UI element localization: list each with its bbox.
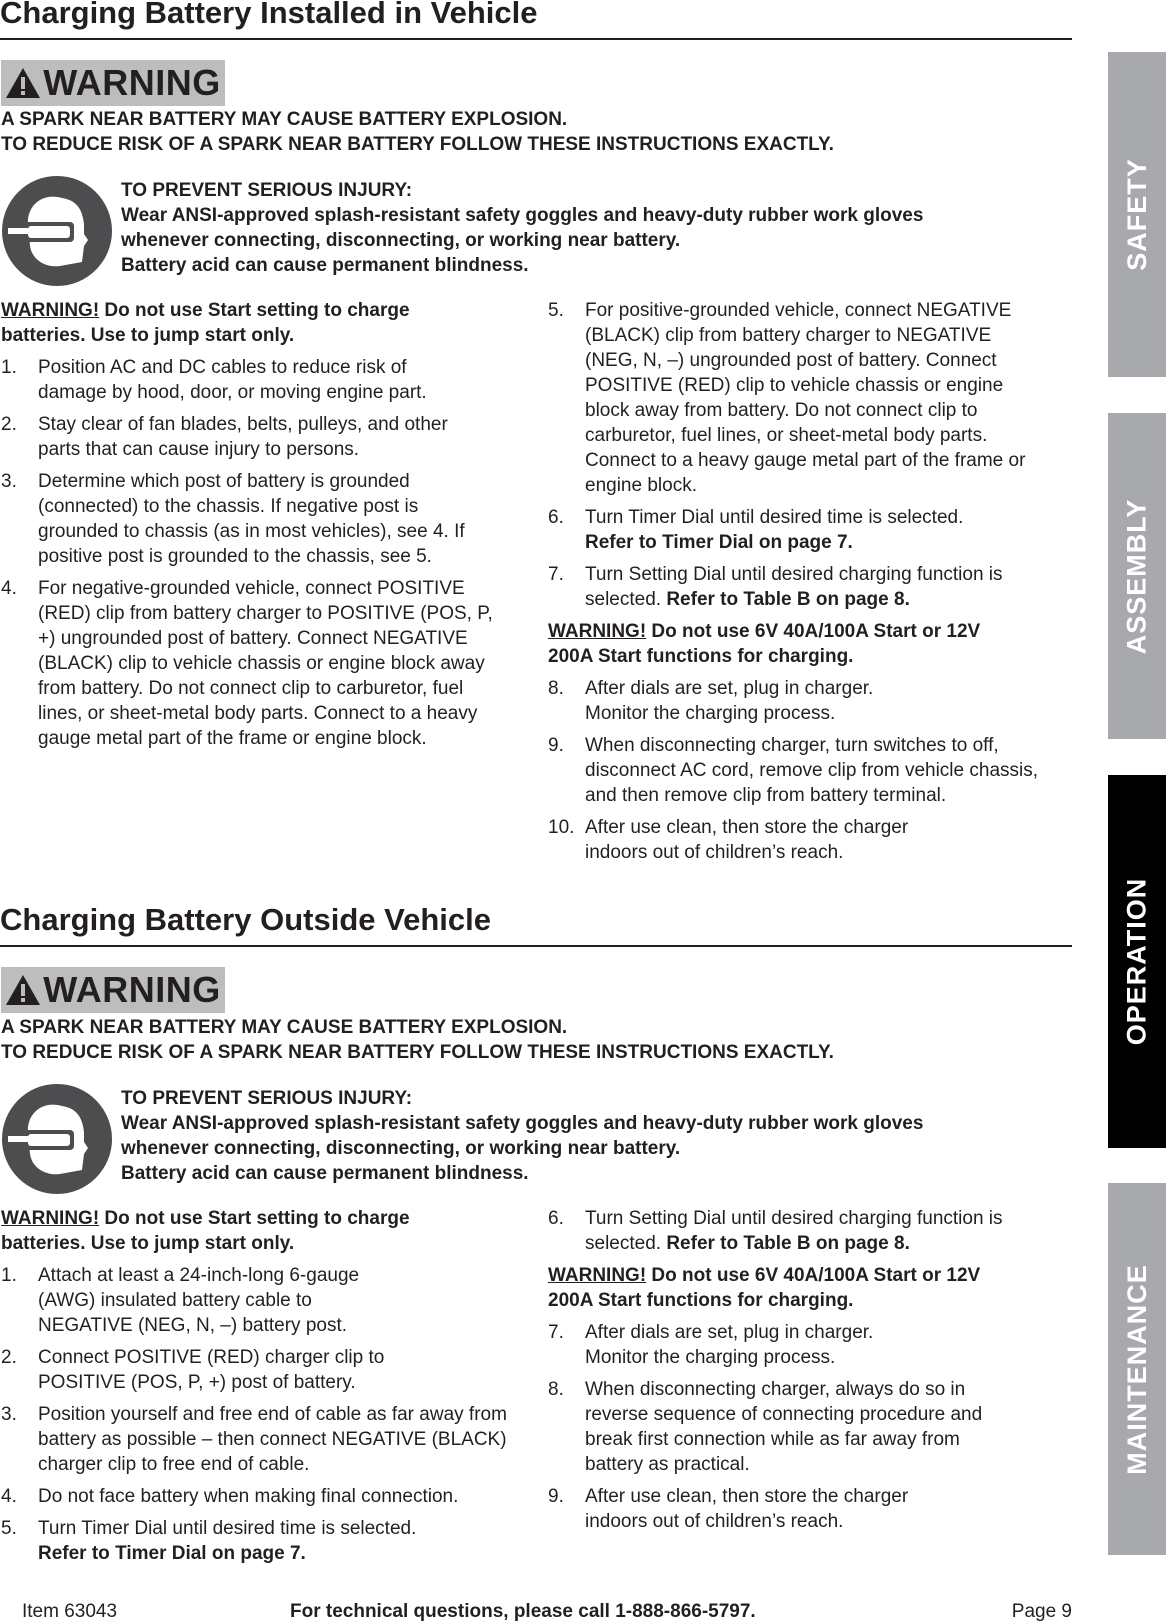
step-text: After dials are set, plug in charger. Monitor the charging process.: [585, 678, 874, 724]
step-reference: Refer to Table B on page 8.: [666, 1233, 910, 1254]
warning-badge: [1, 60, 225, 106]
tab-maintenance[interactable]: [1108, 1183, 1166, 1555]
prevent-line: Wear ANSI-approved splash-resistant safety goggles and heavy-duty rubber work gloves: [121, 1113, 924, 1134]
step-reference: Refer to Timer Dial on page 7.: [38, 1543, 306, 1564]
step-text: When disconnecting charger, turn switches to off, disconnect AC cord, remove clip from vehicle chassis, and then remove clip from battery terminal.: [585, 735, 1039, 806]
tab-label: OPERATION: [1121, 877, 1152, 1046]
list-item: [548, 562, 1068, 612]
step-text: For negative-grounded vehicle, connect POSITIVE (RED) clip from battery charger to POSITIVE (POS, P, +) ungrounded post of battery. Connect NEGATIVE (BLACK) clip to vehicle chassis or engine block away from battery. Do not connect clip to carburetor, fuel lines, or sheet-metal body parts. Connect to a heavy gauge metal part of the frame or engine block.: [38, 578, 493, 749]
section-title: Charging Battery Installed in Vehicle: [0, 0, 1072, 40]
list-item: [548, 733, 1068, 808]
step-number: 4.: [1, 578, 17, 599]
list-item: [548, 676, 1068, 726]
step-reference: Refer to Table B on page 8.: [666, 589, 910, 610]
warning-inline-label: WARNING!: [548, 1265, 647, 1286]
left-column: [1, 1206, 516, 1573]
warning-triangle-icon: [5, 974, 41, 1006]
tab-assembly[interactable]: [1108, 413, 1166, 739]
prevent-line: Battery acid can cause permanent blindness.: [121, 1163, 529, 1184]
step-plain-text: Turn Setting Dial until desired charging function is selected.: [585, 1208, 1003, 1254]
safety-goggles-icon: [2, 176, 112, 286]
warning-label: WARNING: [43, 62, 221, 103]
list-item: [548, 815, 1068, 865]
step-text: Stay clear of fan blades, belts, pulleys, and other parts that can cause injury to persons.: [38, 414, 448, 460]
prevent-line: TO PREVENT SERIOUS INJURY:: [121, 1088, 413, 1109]
prevent-line: Battery acid can cause permanent blindness.: [121, 255, 529, 276]
tab-label: ASSEMBLY: [1121, 498, 1152, 654]
tab-operation[interactable]: [1108, 775, 1166, 1148]
step-text: [38, 1516, 516, 1566]
step-text: Attach at least a 24-inch-long 6-gauge (AWG) insulated battery cable to NEGATIVE (NEG, N, –) battery post.: [38, 1265, 360, 1336]
page-footer: [0, 1600, 1072, 1624]
step-number: 6.: [548, 507, 564, 528]
list-item: [1, 1263, 516, 1338]
spark-warning-line: A SPARK NEAR BATTERY MAY CAUSE BATTERY EXPLOSION.: [1, 1017, 568, 1038]
prevent-line: TO PREVENT SERIOUS INJURY:: [121, 180, 413, 201]
step-number: 10.: [548, 817, 575, 838]
step-number: 2.: [1, 414, 17, 435]
step-text: After use clean, then store the charger indoors out of children’s reach.: [585, 817, 909, 863]
start-setting-warning: [1, 1206, 421, 1256]
charging-function-warning: [548, 619, 988, 669]
list-item: [548, 505, 1068, 555]
prevent-injury-block: [121, 1086, 1051, 1186]
step-text: [585, 1206, 1025, 1256]
list-item: [548, 1320, 1068, 1370]
step-number: 7.: [548, 564, 564, 585]
support-phone: For technical questions, please call 1-888-866-5797.: [290, 1601, 756, 1622]
step-text: [585, 562, 1025, 612]
step-text: After dials are set, plug in charger. Monitor the charging process.: [585, 1322, 874, 1368]
list-item: [1, 576, 509, 751]
step-number: 1.: [1, 357, 17, 378]
list-item: [548, 1377, 1068, 1477]
prevent-injury-block: [121, 178, 1051, 278]
list-item: [1, 1484, 516, 1509]
charging-function-warning: [548, 1263, 988, 1313]
step-text: Do not face battery when making final connection.: [38, 1486, 459, 1507]
page-number: Page 9: [1011, 1601, 1072, 1622]
step-number: 3.: [1, 1404, 17, 1425]
prevent-line: whenever connecting, disconnecting, or working near battery.: [121, 1138, 681, 1159]
warning-inline-label: WARNING!: [1, 300, 100, 321]
step-text: For positive-grounded vehicle, connect NEGATIVE (BLACK) clip from battery charger to NEGATIVE (NEG, N, –) ungrounded post of battery. Connect POSITIVE (RED) clip to vehicle chassis or engine block away from battery. Do not connect clip to carburetor, fuel lines, or sheet-metal body parts. Connect to a heavy gauge metal part of the frame or engine block.: [585, 300, 1026, 496]
step-plain-text: Turn Timer Dial until desired time is selected.: [585, 507, 964, 528]
safety-goggles-icon: [2, 1084, 112, 1194]
step-text: After use clean, then store the charger indoors out of children’s reach.: [585, 1486, 909, 1532]
step-text: Position yourself and free end of cable as far away from battery as possible – then connect NEGATIVE (BLACK) charger clip to free end of cable.: [38, 1404, 507, 1475]
step-number: 8.: [548, 678, 564, 699]
right-column: [548, 1206, 1068, 1541]
start-setting-warning: [1, 298, 421, 348]
tab-label: SAFETY: [1121, 158, 1152, 271]
tab-label: MAINTENANCE: [1121, 1263, 1152, 1475]
step-number: 4.: [1, 1486, 17, 1507]
step-plain-text: Turn Setting Dial until desired charging function is selected.: [585, 564, 1003, 610]
spark-warning-line: TO REDUCE RISK OF A SPARK NEAR BATTERY FOLLOW THESE INSTRUCTIONS EXACTLY.: [1, 1042, 834, 1063]
prevent-line: Wear ANSI-approved splash-resistant safety goggles and heavy-duty rubber work gloves: [121, 205, 924, 226]
spark-warning: [1, 1015, 1061, 1065]
section-title: Charging Battery Outside Vehicle: [0, 903, 1072, 947]
warning-badge: [1, 967, 225, 1013]
step-number: 5.: [1, 1518, 17, 1539]
list-item: [1, 355, 509, 405]
warning-inline-text: Do not use Start setting to charge batteries. Use to jump start only.: [1, 300, 410, 346]
warning-inline-label: WARNING!: [548, 621, 647, 642]
list-item: [548, 1206, 1068, 1256]
step-number: 3.: [1, 471, 17, 492]
list-item: [1, 1516, 516, 1566]
step-number: 7.: [548, 1322, 564, 1343]
step-plain-text: Turn Timer Dial until desired time is selected.: [38, 1518, 417, 1539]
list-item: [1, 1345, 516, 1395]
tab-safety[interactable]: [1108, 52, 1166, 377]
step-number: 9.: [548, 735, 564, 756]
prevent-line: whenever connecting, disconnecting, or working near battery.: [121, 230, 681, 251]
list-item: [548, 298, 1068, 498]
step-number: 5.: [548, 300, 564, 321]
left-column: [1, 298, 509, 758]
warning-inline-text: Do not use 6V 40A/100A Start or 12V 200A Start functions for charging.: [548, 621, 981, 667]
warning-triangle-icon: [5, 67, 41, 99]
step-text: Determine which post of battery is grounded (connected) to the chassis. If negative post is grounded to chassis (as in most vehicles), see 4. If positive post is grounded to the chassis, see 5.: [38, 471, 465, 567]
step-number: 1.: [1, 1265, 17, 1286]
list-item: [1, 412, 509, 462]
right-column: [548, 298, 1068, 872]
warning-inline-text: Do not use 6V 40A/100A Start or 12V 200A Start functions for charging.: [548, 1265, 981, 1311]
step-text: Connect POSITIVE (RED) charger clip to POSITIVE (POS, P, +) post of battery.: [38, 1347, 385, 1393]
list-item: [548, 1484, 1068, 1534]
step-number: 9.: [548, 1486, 564, 1507]
item-number: Item 63043: [22, 1601, 118, 1622]
spark-warning-line: TO REDUCE RISK OF A SPARK NEAR BATTERY FOLLOW THESE INSTRUCTIONS EXACTLY.: [1, 134, 834, 155]
step-number: 6.: [548, 1208, 564, 1229]
warning-inline-text: Do not use Start setting to charge batteries. Use to jump start only.: [1, 1208, 410, 1254]
warning-inline-label: WARNING!: [1, 1208, 100, 1229]
step-text: [585, 505, 1068, 555]
list-item: [1, 1402, 516, 1477]
spark-warning-line: A SPARK NEAR BATTERY MAY CAUSE BATTERY EXPLOSION.: [1, 109, 568, 130]
step-text: Position AC and DC cables to reduce risk of damage by hood, door, or moving engine part.: [38, 357, 427, 403]
step-reference: Refer to Timer Dial on page 7.: [585, 532, 853, 553]
step-text: When disconnecting charger, always do so in reverse sequence of connecting procedure and break first connection while as far away from battery as practical.: [585, 1379, 983, 1475]
warning-label: WARNING: [43, 969, 221, 1010]
list-item: [1, 469, 509, 569]
spark-warning: [1, 107, 1061, 157]
step-number: 8.: [548, 1379, 564, 1400]
step-number: 2.: [1, 1347, 17, 1368]
